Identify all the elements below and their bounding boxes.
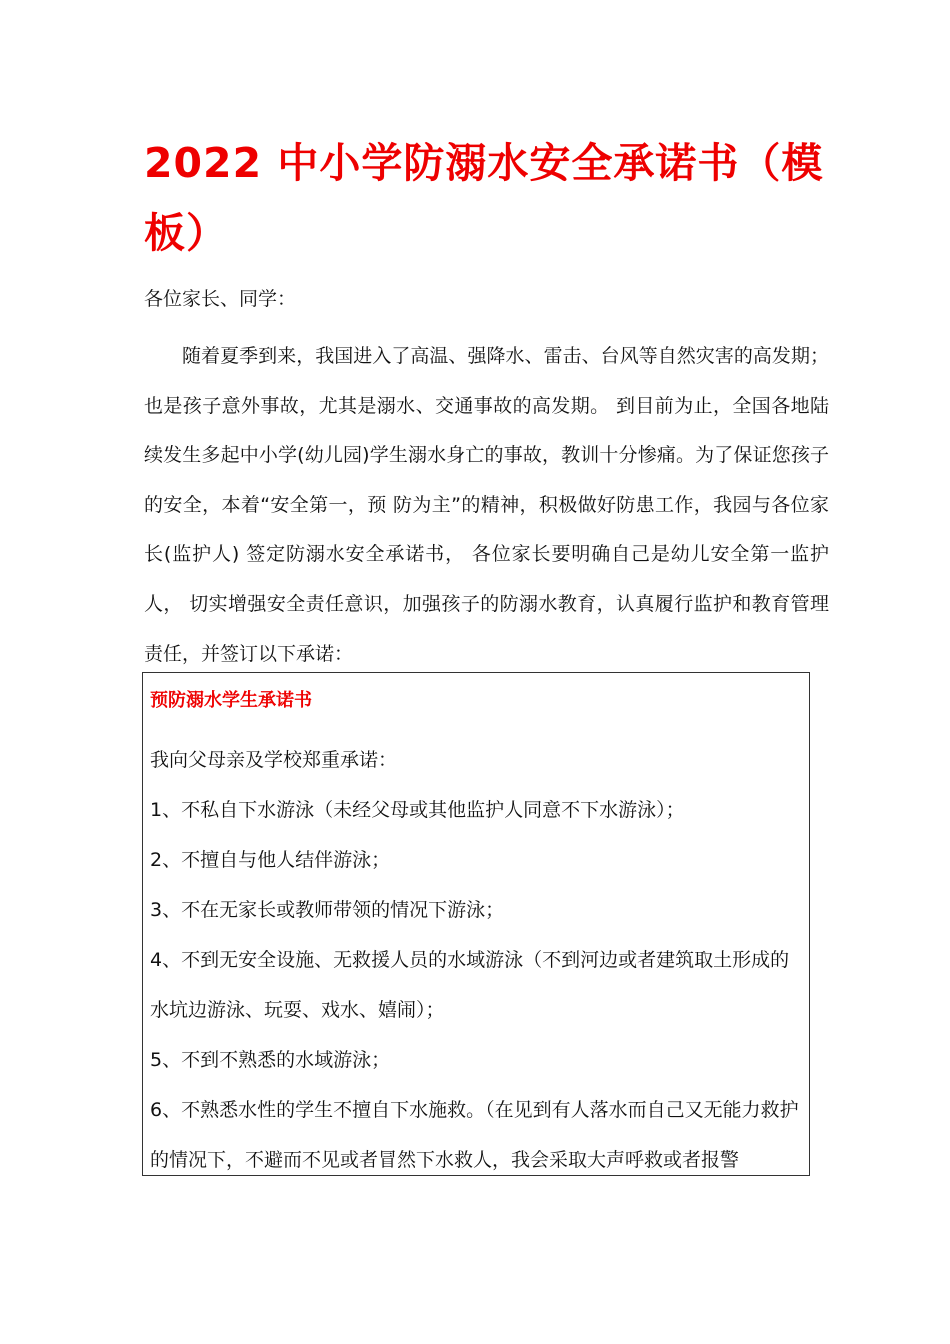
intro-text: 随着夏季到来，我国进入了高温、强降水、雷击、台风等自然灾害的高发期；也是孩子意外事故，尤其是溺水、交通事故的高发期。 到目前为止，全国各地陆续发生多起中小学(幼儿园)学生溺水身亡的事故，教训十分惨痛。为了保证您孩子的安全，本着“安全第一，预 防为主”的精神，积极做好防患工作，我园与各位家长(监护人) 签定防溺水安全承诺书， 各位家长要明确自己是幼儿安全第一监护人， 切实增强安全责任意识，加强孩子的防溺水教育，认真履行监护和教育管理责任，并签订以下承诺： bbox=[144, 345, 829, 665]
pledge-item-3: 3、不在无家长或教师带领的情况下游泳； bbox=[150, 899, 505, 921]
pledge-item-6: 6、不熟悉水性的学生不擅自下水施救。（在见到有人落水而自己又无能力救护的情况下，不避而不见或者冒然下水救人，我会采取大声呼救或者报警 bbox=[150, 1099, 799, 1171]
pledge-item-4: 4、不到无安全设施、无救援人员的水域游泳（不到河边或者建筑取土形成的水坑边游泳、玩耍、戏水、嬉闹）； bbox=[150, 949, 790, 1021]
pledge-box bbox=[142, 672, 810, 1176]
pledge-content bbox=[150, 685, 800, 1176]
document-title: 2022 中小学防溺水安全承诺书（模板） bbox=[144, 139, 824, 257]
pledge-opening: 我向父母亲及学校郑重承诺： bbox=[150, 749, 398, 771]
pledge-item-2: 2、不擅自与他人结伴游泳； bbox=[150, 849, 391, 871]
pledge-title: 预防溺水学生承诺书 bbox=[150, 690, 312, 711]
pledge-item-5: 5、不到不熟悉的水域游泳； bbox=[150, 1049, 391, 1071]
greeting: 各位家长、同学： bbox=[144, 288, 297, 310]
pledge-item-1: 1、不私自下水游泳（未经父母或其他监护人同意不下水游泳）； bbox=[150, 799, 685, 821]
intro-paragraph bbox=[144, 332, 829, 679]
